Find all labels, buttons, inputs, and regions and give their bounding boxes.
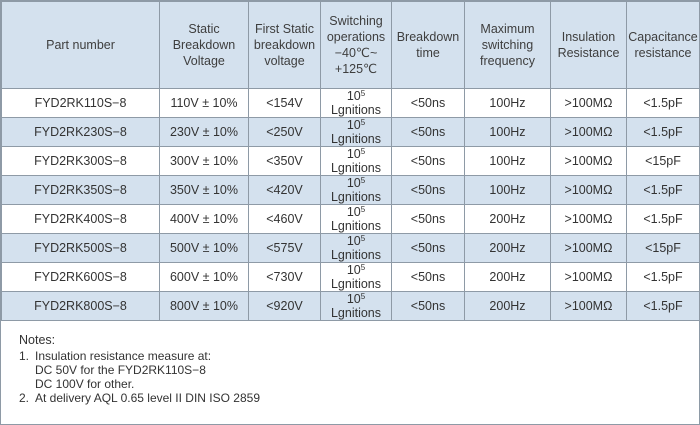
cell-breakdown-time: <50ns <box>392 292 465 321</box>
cell-breakdown-time: <50ns <box>392 205 465 234</box>
switching-exponent: 5 <box>360 263 366 272</box>
spec-table-body <box>2 89 700 321</box>
note-item <box>19 391 699 405</box>
switching-exponent: 5 <box>360 89 366 98</box>
cell-breakdown-time: <50ns <box>392 118 465 147</box>
cell-static-breakdown-voltage: 600V ± 10% <box>160 263 249 292</box>
notes-section <box>1 321 699 405</box>
switching-base: 10 <box>346 176 361 190</box>
cell-static-breakdown-voltage: 230V ± 10% <box>160 118 249 147</box>
cell-insulation-resistance: >100MΩ <box>551 118 627 147</box>
header-insulation-resistance: Insulation Resistance <box>551 2 627 89</box>
cell-insulation-resistance: >100MΩ <box>551 263 627 292</box>
cell-breakdown-time: <50ns <box>392 89 465 118</box>
note-item <box>19 349 699 391</box>
cell-switching-operations <box>321 205 392 234</box>
switching-exponent: 5 <box>360 292 366 301</box>
table-row <box>2 205 700 234</box>
header-capacitance-resistance: Capacitance resistance <box>627 2 700 89</box>
switching-unit: Lgnitions <box>330 219 382 233</box>
cell-static-breakdown-voltage: 800V ± 10% <box>160 292 249 321</box>
cell-first-static-breakdown-voltage: <154V <box>249 89 321 118</box>
cell-max-switching-frequency: 100Hz <box>465 176 551 205</box>
cell-part-number: FYD2RK600S−8 <box>2 263 160 292</box>
cell-insulation-resistance: >100MΩ <box>551 147 627 176</box>
header-part-number: Part number <box>2 2 160 89</box>
switching-base: 10 <box>346 234 361 248</box>
cell-static-breakdown-voltage: 500V ± 10% <box>160 234 249 263</box>
cell-capacitance: <1.5pF <box>627 89 700 118</box>
header-first-static-breakdown-voltage: First Static breakdown voltage <box>249 2 321 89</box>
cell-capacitance: <1.5pF <box>627 263 700 292</box>
notes-title: Notes: <box>19 333 56 347</box>
cell-static-breakdown-voltage: 110V ± 10% <box>160 89 249 118</box>
cell-insulation-resistance: >100MΩ <box>551 292 627 321</box>
cell-capacitance: <1.5pF <box>627 118 700 147</box>
cell-insulation-resistance: >100MΩ <box>551 205 627 234</box>
note-text: Insulation resistance measure at: DC 50V for the FYD2RK110S−8 DC 100V for other. <box>35 349 212 391</box>
cell-breakdown-time: <50ns <box>392 176 465 205</box>
cell-part-number: FYD2RK110S−8 <box>2 89 160 118</box>
cell-first-static-breakdown-voltage: <350V <box>249 147 321 176</box>
header-switching-operations: Switching operations −40℃~ +125℃ <box>321 2 392 89</box>
cell-part-number: FYD2RK230S−8 <box>2 118 160 147</box>
cell-static-breakdown-voltage: 400V ± 10% <box>160 205 249 234</box>
note-number: 1. <box>19 349 30 363</box>
cell-part-number: FYD2RK400S−8 <box>2 205 160 234</box>
switching-base: 10 <box>346 263 361 277</box>
switching-unit: Lgnitions <box>330 161 382 175</box>
note-number: 2. <box>19 391 30 405</box>
switching-unit: Lgnitions <box>330 306 382 320</box>
switching-base: 10 <box>346 118 361 132</box>
switching-base: 10 <box>346 292 361 306</box>
header-static-breakdown-voltage: Static Breakdown Voltage <box>160 2 249 89</box>
cell-capacitance: <15pF <box>627 147 700 176</box>
header-maximum-switching-frequency: Maximum switching frequency <box>465 2 551 89</box>
cell-insulation-resistance: >100MΩ <box>551 89 627 118</box>
cell-max-switching-frequency: 100Hz <box>465 89 551 118</box>
switching-base: 10 <box>346 205 361 219</box>
switching-unit: Lgnitions <box>330 190 382 204</box>
switching-exponent: 5 <box>360 205 366 214</box>
cell-first-static-breakdown-voltage: <575V <box>249 234 321 263</box>
cell-first-static-breakdown-voltage: <920V <box>249 292 321 321</box>
cell-breakdown-time: <50ns <box>392 234 465 263</box>
cell-insulation-resistance: >100MΩ <box>551 176 627 205</box>
cell-switching-operations <box>321 89 392 118</box>
cell-breakdown-time: <50ns <box>392 147 465 176</box>
cell-max-switching-frequency: 200Hz <box>465 205 551 234</box>
switching-unit: Lgnitions <box>330 103 382 117</box>
table-row <box>2 234 700 263</box>
cell-capacitance: <15pF <box>627 234 700 263</box>
cell-max-switching-frequency: 100Hz <box>465 147 551 176</box>
switching-unit: Lgnitions <box>330 248 382 262</box>
cell-capacitance: <1.5pF <box>627 176 700 205</box>
spec-table <box>1 1 700 321</box>
switching-exponent: 5 <box>360 118 366 127</box>
switching-exponent: 5 <box>360 234 366 243</box>
switching-exponent: 5 <box>360 176 366 185</box>
cell-switching-operations <box>321 292 392 321</box>
cell-part-number: FYD2RK300S−8 <box>2 147 160 176</box>
cell-max-switching-frequency: 200Hz <box>465 292 551 321</box>
cell-switching-operations <box>321 263 392 292</box>
cell-switching-operations <box>321 147 392 176</box>
switching-base: 10 <box>346 147 361 161</box>
cell-switching-operations <box>321 176 392 205</box>
cell-first-static-breakdown-voltage: <730V <box>249 263 321 292</box>
cell-capacitance: <1.5pF <box>627 205 700 234</box>
cell-max-switching-frequency: 100Hz <box>465 118 551 147</box>
cell-part-number: FYD2RK350S−8 <box>2 176 160 205</box>
table-row <box>2 89 700 118</box>
cell-part-number: FYD2RK800S−8 <box>2 292 160 321</box>
cell-capacitance: <1.5pF <box>627 292 700 321</box>
note-text: At delivery AQL 0.65 level II DIN ISO 2859 <box>35 391 260 405</box>
switching-unit: Lgnitions <box>330 277 382 291</box>
table-row <box>2 263 700 292</box>
cell-static-breakdown-voltage: 300V ± 10% <box>160 147 249 176</box>
table-row <box>2 147 700 176</box>
cell-switching-operations <box>321 118 392 147</box>
cell-part-number: FYD2RK500S−8 <box>2 234 160 263</box>
cell-first-static-breakdown-voltage: <420V <box>249 176 321 205</box>
cell-max-switching-frequency: 200Hz <box>465 234 551 263</box>
cell-max-switching-frequency: 200Hz <box>465 263 551 292</box>
switching-unit: Lgnitions <box>330 132 382 146</box>
cell-insulation-resistance: >100MΩ <box>551 234 627 263</box>
cell-breakdown-time: <50ns <box>392 263 465 292</box>
switching-base: 10 <box>346 89 361 103</box>
table-row <box>2 176 700 205</box>
table-row <box>2 292 700 321</box>
header-breakdown-time: Breakdown time <box>392 2 465 89</box>
cell-switching-operations <box>321 234 392 263</box>
table-row <box>2 118 700 147</box>
cell-first-static-breakdown-voltage: <250V <box>249 118 321 147</box>
cell-first-static-breakdown-voltage: <460V <box>249 205 321 234</box>
cell-static-breakdown-voltage: 350V ± 10% <box>160 176 249 205</box>
switching-exponent: 5 <box>360 147 366 156</box>
header-row <box>2 2 700 89</box>
